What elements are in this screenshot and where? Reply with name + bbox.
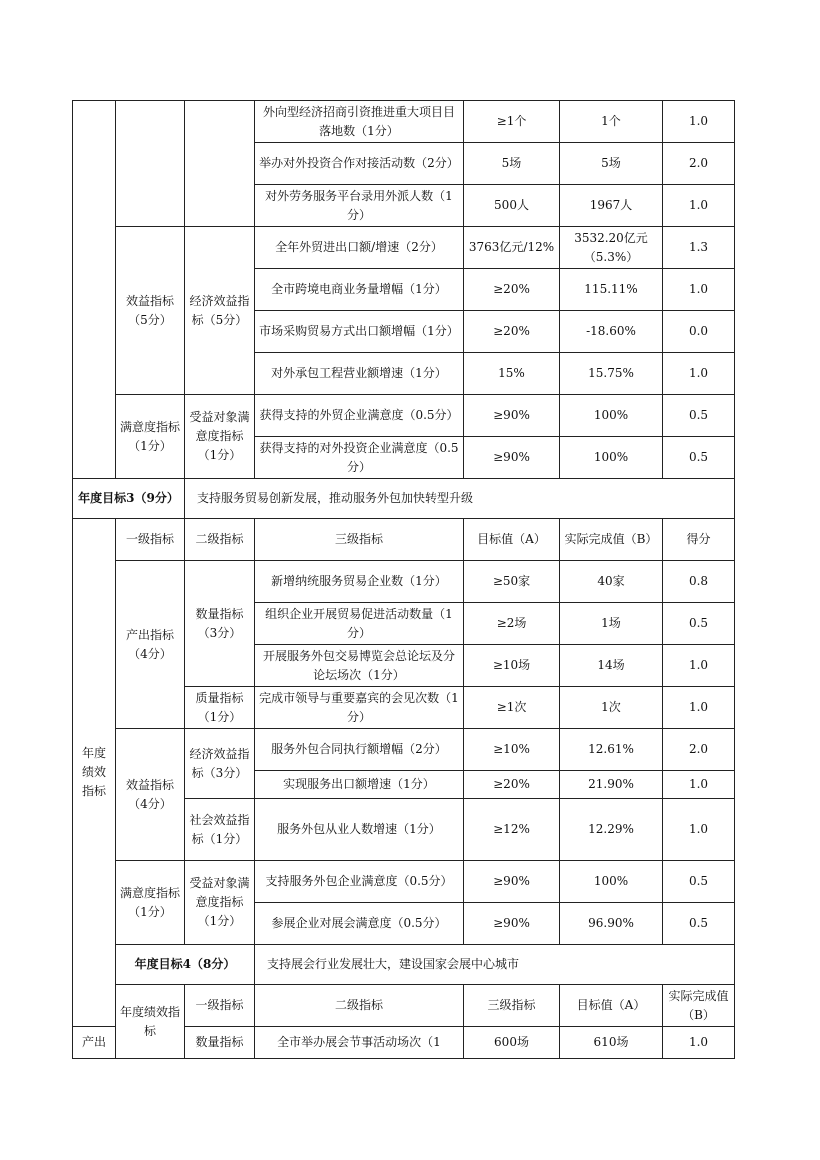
level1-benefit-cell: 效益指标（5分） (116, 227, 185, 395)
score-cell: 0.5 (663, 395, 735, 437)
indicator-cell: 支持服务外包企业满意度（0.5分） (255, 861, 464, 903)
goal3-label: 年度目标3（9分） (73, 479, 185, 519)
level1-benefit-cell: 效益指标（4分） (116, 729, 185, 861)
header-target: 目标值（A） (464, 519, 560, 561)
level2-quantity-cell: 数量指标 (185, 1027, 255, 1059)
actual-cell: 15.75% (560, 353, 663, 395)
score-cell: 0.5 (663, 861, 735, 903)
indicator-cell: 开展服务外包交易博览会总论坛及分论坛场次（1分） (255, 645, 464, 687)
score-cell: 0.5 (663, 437, 735, 479)
target-cell: 500人 (464, 185, 560, 227)
score-cell: 1.0 (663, 1027, 735, 1059)
level1-output-cell: 产出 (73, 1027, 116, 1059)
target-cell: ≥50家 (464, 561, 560, 603)
actual-cell: 40家 (560, 561, 663, 603)
score-cell: 2.0 (663, 143, 735, 185)
actual-cell: 1场 (560, 603, 663, 645)
target-cell: ≥90% (464, 903, 560, 945)
score-cell: 1.3 (663, 227, 735, 269)
level2-economic-cell: 经济效益指标（5分） (185, 227, 255, 395)
table-row (73, 395, 735, 437)
actual-cell: 96.90% (560, 903, 663, 945)
actual-cell: 115.11% (560, 269, 663, 311)
goal-row (73, 479, 735, 519)
indicator-cell: 对外承包工程营业额增速（1分） (255, 353, 464, 395)
score-cell: 0.5 (663, 903, 735, 945)
actual-cell: -18.60% (560, 311, 663, 353)
level1-satisfaction-cell: 满意度指标（1分） (116, 861, 185, 945)
header-level1: 一级指标 (116, 519, 185, 561)
goal4-label: 年度目标4（8分） (116, 945, 255, 985)
score-cell: 0.8 (663, 561, 735, 603)
table-row (73, 227, 735, 269)
target-cell: ≥12% (464, 799, 560, 861)
goal4-text: 支持展会行业发展壮大，建设国家会展中心城市 (255, 945, 735, 985)
actual-cell: 1次 (560, 687, 663, 729)
blank-outer-cell (73, 101, 116, 479)
level2-satisfaction-cell: 受益对象满意度指标（1分） (185, 395, 255, 479)
table-row (73, 561, 735, 603)
indicator-cell: 参展企业对展会满意度（0.5分） (255, 903, 464, 945)
actual-cell: 5场 (560, 143, 663, 185)
indicator-cell: 完成市领导与重要嘉宾的会见次数（1分） (255, 687, 464, 729)
header-row (73, 985, 735, 1027)
level1-satisfaction-cell: 满意度指标（1分） (116, 395, 185, 479)
target-cell: ≥20% (464, 269, 560, 311)
indicator-cell: 获得支持的外贸企业满意度（0.5分） (255, 395, 464, 437)
target-cell: 15% (464, 353, 560, 395)
score-cell: 1.0 (663, 645, 735, 687)
actual-cell: 3532.20亿元（5.3%） (560, 227, 663, 269)
score-cell: 1.0 (663, 771, 735, 799)
actual-cell: 100% (560, 395, 663, 437)
goal3-outer-label: 年度绩效指标 (73, 519, 116, 1027)
indicator-cell: 服务外包合同执行额增幅（2分） (255, 729, 464, 771)
goal-row (73, 945, 735, 985)
header-actual: 实际完成值（B） (560, 519, 663, 561)
indicator-cell: 市场采购贸易方式出口额增幅（1分） (255, 311, 464, 353)
target-cell: 3763亿元/12% (464, 227, 560, 269)
score-cell: 1.0 (663, 353, 735, 395)
indicator-cell: 全市举办展会节事活动场次（1 (255, 1027, 464, 1059)
actual-cell: 100% (560, 861, 663, 903)
header-level1: 一级指标 (185, 985, 255, 1027)
blank-level1-cell (116, 101, 185, 227)
target-cell: ≥10场 (464, 645, 560, 687)
indicator-cell: 对外劳务服务平台录用外派人数（1分） (255, 185, 464, 227)
score-cell: 1.0 (663, 687, 735, 729)
actual-cell: 12.29% (560, 799, 663, 861)
target-cell: ≥90% (464, 437, 560, 479)
target-cell: ≥90% (464, 861, 560, 903)
level2-social-cell: 社会效益指标（1分） (185, 799, 255, 861)
score-cell: 1.0 (663, 185, 735, 227)
indicator-cell: 全年外贸进出口额/增速（2分） (255, 227, 464, 269)
score-cell: 2.0 (663, 729, 735, 771)
actual-cell: 1个 (560, 101, 663, 143)
score-cell: 0.5 (663, 603, 735, 645)
blank-level2-cell (185, 101, 255, 227)
actual-cell: 1967人 (560, 185, 663, 227)
target-cell: ≥20% (464, 311, 560, 353)
header-level2: 二级指标 (185, 519, 255, 561)
actual-cell: 14场 (560, 645, 663, 687)
target-cell: 5场 (464, 143, 560, 185)
actual-cell: 12.61% (560, 729, 663, 771)
table-row (73, 101, 735, 143)
header-target: 目标值（A） (560, 985, 663, 1027)
indicator-cell: 举办对外投资合作对接活动数（2分） (255, 143, 464, 185)
level2-satisfaction-cell: 受益对象满意度指标（1分） (185, 861, 255, 945)
target-cell: ≥1个 (464, 101, 560, 143)
actual-cell: 21.90% (560, 771, 663, 799)
header-level3: 三级指标 (255, 519, 464, 561)
score-cell: 1.0 (663, 269, 735, 311)
level2-economic-cell: 经济效益指标（3分） (185, 729, 255, 799)
target-cell: ≥20% (464, 771, 560, 799)
header-level2: 二级指标 (255, 985, 464, 1027)
target-cell: ≥2场 (464, 603, 560, 645)
header-level3: 三级指标 (464, 985, 560, 1027)
goal3-text: 支持服务贸易创新发展，推动服务外包加快转型升级 (185, 479, 735, 519)
header-actual: 实际完成值（B） (663, 985, 735, 1027)
table-row (73, 729, 735, 771)
target-cell: 600场 (464, 1027, 560, 1059)
score-cell: 1.0 (663, 101, 735, 143)
header-score: 得分 (663, 519, 735, 561)
actual-cell: 610场 (560, 1027, 663, 1059)
actual-cell: 100% (560, 437, 663, 479)
indicator-cell: 新增纳统服务贸易企业数（1分） (255, 561, 464, 603)
target-cell: ≥1次 (464, 687, 560, 729)
level2-quality-cell: 质量指标（1分） (185, 687, 255, 729)
goal4-outer-label: 年度绩效指标 (116, 985, 185, 1059)
indicator-cell: 组织企业开展贸易促进活动数量（1分） (255, 603, 464, 645)
indicator-cell: 获得支持的对外投资企业满意度（0.5分） (255, 437, 464, 479)
table-row (73, 861, 735, 903)
indicator-cell: 全市跨境电商业务量增幅（1分） (255, 269, 464, 311)
score-cell: 1.0 (663, 799, 735, 861)
level2-quantity-cell: 数量指标（3分） (185, 561, 255, 687)
indicator-cell: 服务外包从业人数增速（1分） (255, 799, 464, 861)
target-cell: ≥90% (464, 395, 560, 437)
level1-output-cell: 产出指标（4分） (116, 561, 185, 729)
header-row (73, 519, 735, 561)
score-cell: 0.0 (663, 311, 735, 353)
performance-table (72, 100, 735, 1059)
indicator-cell: 外向型经济招商引资推进重大项目目落地数（1分） (255, 101, 464, 143)
indicator-cell: 实现服务出口额增速（1分） (255, 771, 464, 799)
target-cell: ≥10% (464, 729, 560, 771)
